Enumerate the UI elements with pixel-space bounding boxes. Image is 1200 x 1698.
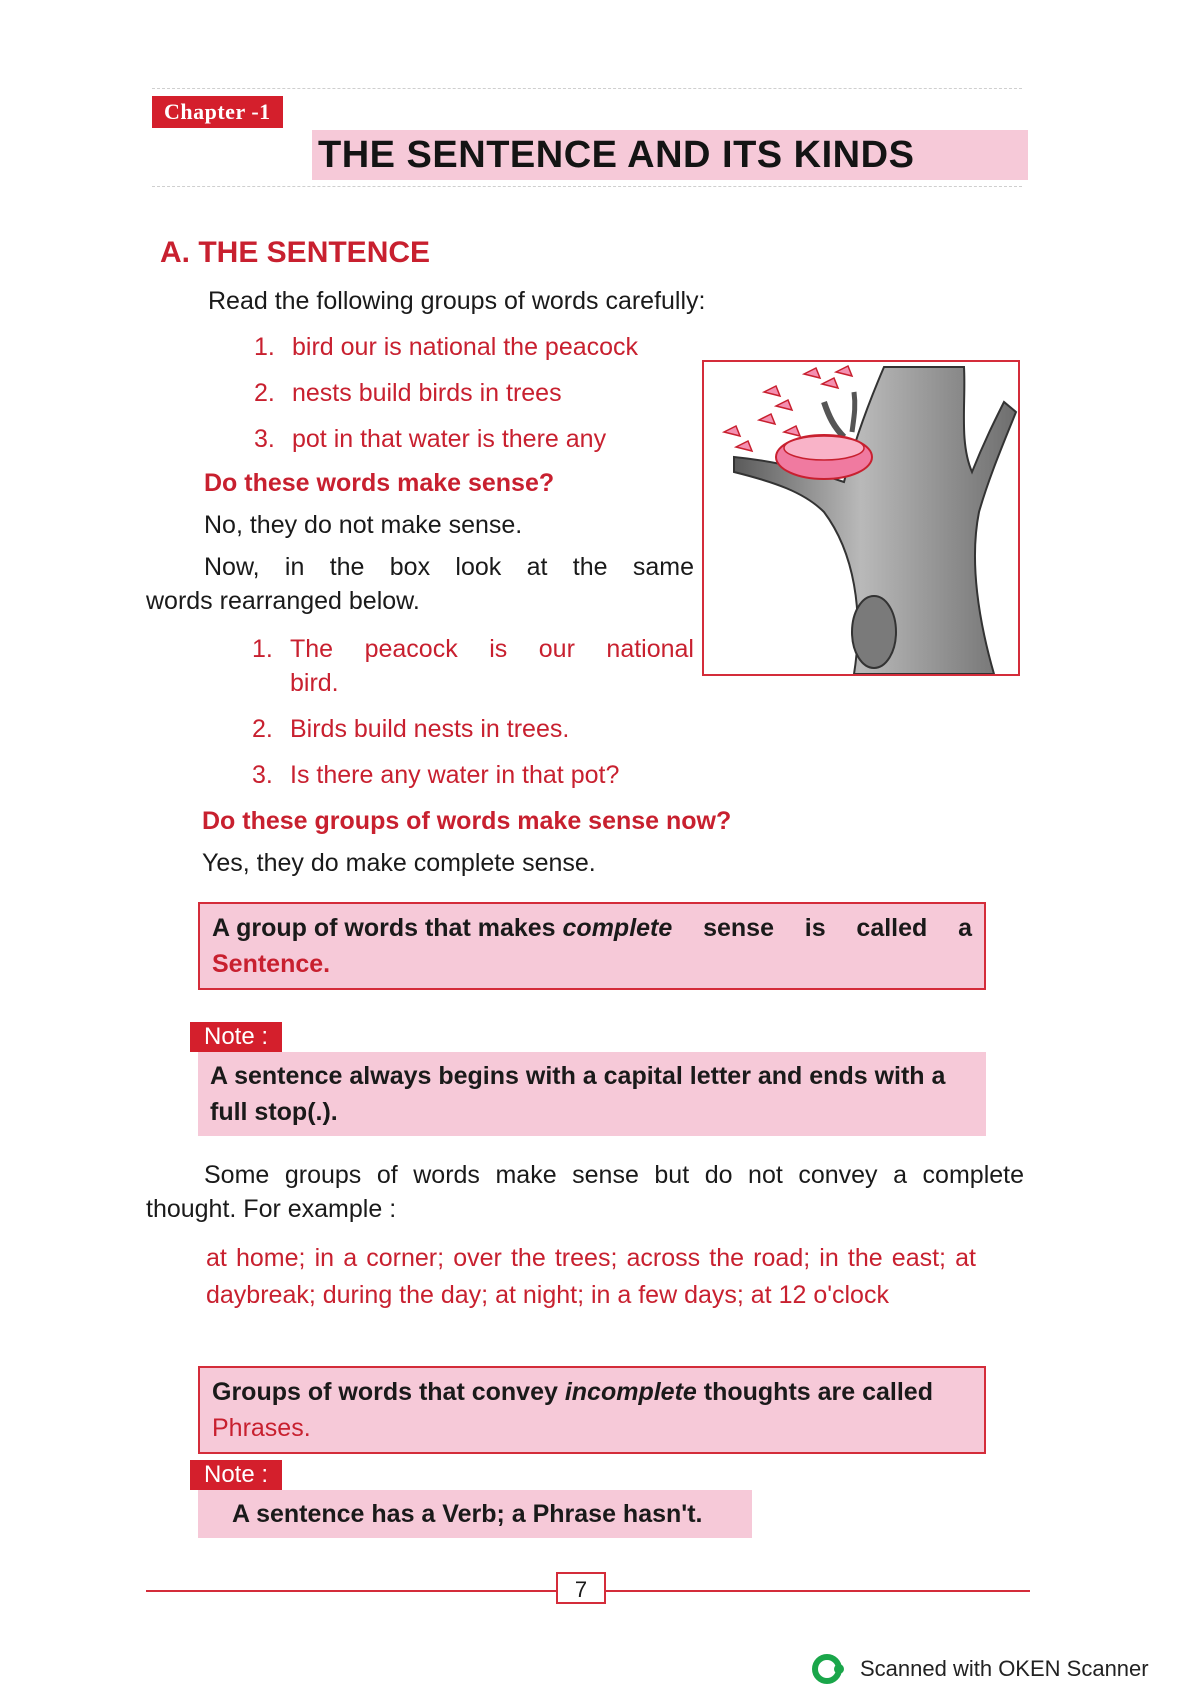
- phrases-intro-line-2: thought. For example :: [146, 1195, 397, 1223]
- scanner-label: Scanned with OKEN Scanner: [860, 1656, 1149, 1681]
- answer-1: No, they do not make sense.: [204, 511, 523, 539]
- tree-nest-icon: [704, 362, 1018, 674]
- bottom-header-rule: [152, 186, 1022, 187]
- list-item: [254, 376, 638, 410]
- definition-term: Sentence.: [212, 950, 331, 978]
- item-number: 3.: [252, 761, 273, 789]
- chapter-tag: Chapter -1: [152, 96, 283, 128]
- list-item: [254, 422, 638, 456]
- chapter-title: THE SENTENCE AND ITS KINDS: [312, 130, 1028, 180]
- definition-term: Phrases.: [212, 1414, 311, 1442]
- list-item: [254, 330, 638, 364]
- list-item: [252, 632, 694, 700]
- item-text: nests build birds in trees: [292, 379, 562, 407]
- definition-emphasis: incomplete: [564, 1378, 697, 1406]
- item-text: bird our is national the peacock: [292, 333, 639, 361]
- phrases-intro-line-1: Some groups of words make sense but do not convey a complete: [204, 1161, 1024, 1189]
- page-number: 7: [556, 1572, 606, 1604]
- sentence-definition-box: [198, 902, 986, 990]
- definition-text: A group of words that makes: [212, 914, 563, 942]
- question-1: Do these words make sense?: [204, 469, 555, 497]
- tree-nest-illustration: [702, 360, 1020, 676]
- footer-rule-right: [606, 1590, 1030, 1592]
- definition-text: Groups of words that convey: [212, 1378, 565, 1406]
- footer-rule-left: [146, 1590, 556, 1592]
- paragraph-2-line-1: Now, in the box look at the same: [204, 553, 694, 581]
- note-text: A sentence always begins with a capital letter and ends with a full stop(.).: [198, 1052, 986, 1136]
- intro-text: Read the following groups of words carefully:: [208, 287, 706, 315]
- phrase-definition-box: [198, 1366, 986, 1454]
- item-number: 1.: [252, 635, 273, 663]
- item-number: 3.: [254, 425, 275, 453]
- definition-text-end: sense is called a: [672, 914, 972, 942]
- definition-text-end: thoughts are called: [696, 1378, 933, 1406]
- top-rule: [152, 88, 1022, 89]
- note-label: Note :: [190, 1022, 282, 1052]
- definition-emphasis: complete: [562, 914, 673, 942]
- oken-scanner-icon: [812, 1652, 846, 1686]
- item-text: Is there any water in that pot?: [290, 761, 620, 789]
- section-title: A. THE SENTENCE: [160, 236, 431, 269]
- scanner-watermark: [812, 1652, 1149, 1686]
- item-number: 2.: [254, 379, 275, 407]
- question-2: Do these groups of words make sense now?: [202, 807, 732, 835]
- item-number: 2.: [252, 715, 273, 743]
- list-item: [252, 712, 694, 746]
- item-number: 1.: [254, 333, 275, 361]
- note-label: Note :: [190, 1460, 282, 1490]
- phrase-examples: at home; in a corner; over the trees; across the road; in the east; at daybreak; during the day; at night; in a few days; at 12 o'clock: [206, 1244, 976, 1309]
- arranged-list: [252, 632, 694, 792]
- note-text: A sentence has a Verb; a Phrase hasn't.: [198, 1490, 752, 1538]
- jumbled-list: [254, 330, 638, 456]
- answer-2: Yes, they do make complete sense.: [202, 849, 596, 877]
- item-text: pot in that water is there any: [292, 425, 607, 453]
- item-text: Birds build nests in trees.: [290, 715, 570, 743]
- item-text-continued: bird.: [290, 669, 339, 697]
- paragraph-2-line-2: words rearranged below.: [146, 587, 420, 615]
- list-item: [252, 758, 694, 792]
- item-text: The peacock is our national: [290, 635, 694, 663]
